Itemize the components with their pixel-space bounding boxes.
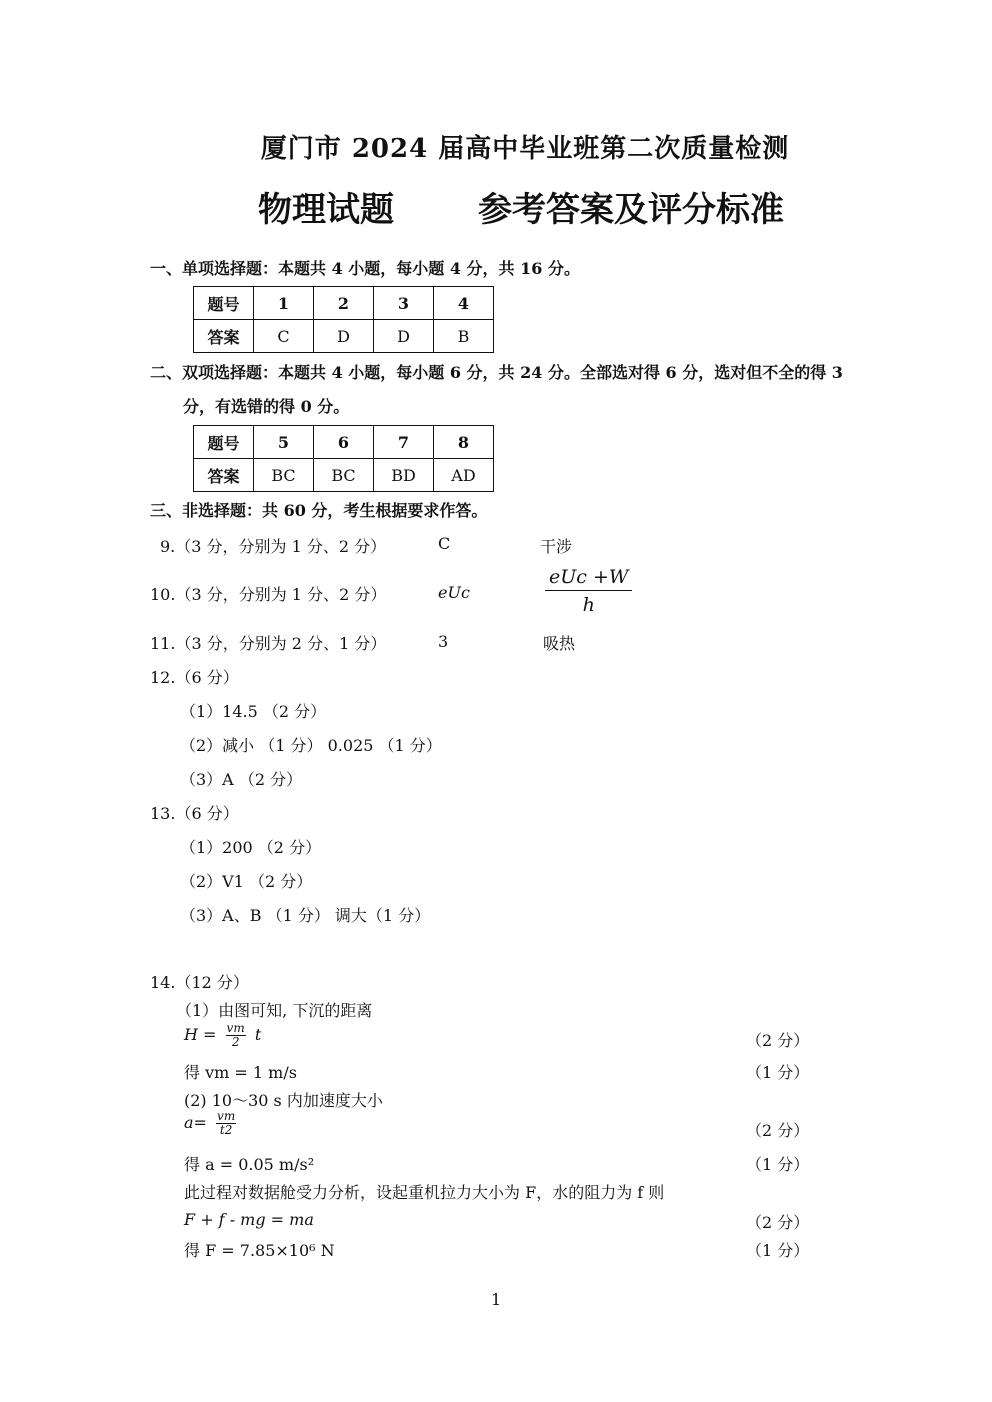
row-label: 答案 bbox=[194, 320, 254, 353]
q10-label: 10.（3 分，分别为 1 分、2 分） bbox=[150, 585, 387, 604]
q14-eq6-score: （1 分） bbox=[746, 1241, 810, 1260]
answer-cell: BC bbox=[314, 459, 374, 492]
question-number: 5 bbox=[254, 426, 314, 459]
q14-eq1 bbox=[184, 1022, 261, 1049]
table-row bbox=[194, 426, 494, 459]
q14-eq3-score: （2 分） bbox=[746, 1121, 810, 1140]
answer-key-title: 参考答案及评分标准 bbox=[478, 190, 784, 230]
eq-fraction bbox=[216, 1110, 236, 1137]
q12-line3: （3）A （2 分） bbox=[180, 770, 303, 789]
fraction-numerator: vm bbox=[226, 1021, 245, 1035]
question-number: 1 bbox=[254, 287, 314, 320]
fraction-denominator: t2 bbox=[219, 1123, 233, 1137]
fraction-denominator: h bbox=[582, 594, 595, 616]
row-label: 答案 bbox=[194, 459, 254, 492]
row-label: 题号 bbox=[194, 426, 254, 459]
q10-answer2-fraction bbox=[545, 564, 632, 619]
q14-eq5: F + f - mg = ma bbox=[184, 1210, 314, 1229]
q9-label: 9.（3 分，分别为 1 分、2 分） bbox=[160, 537, 387, 556]
q14-eq1-score: （2 分） bbox=[746, 1031, 810, 1050]
q13-line3: （3）A、B （1 分） 调大（1 分） bbox=[180, 906, 431, 925]
eq-left: H = bbox=[184, 1025, 217, 1044]
q10-answer1: eUc bbox=[438, 583, 470, 602]
question-number: 6 bbox=[314, 426, 374, 459]
section1-heading: 一、单项选择题：本题共 4 小题，每小题 4 分，共 16 分。 bbox=[150, 259, 580, 278]
answer-cell: C bbox=[254, 320, 314, 353]
page-number: 1 bbox=[491, 1290, 502, 1309]
question-number: 4 bbox=[434, 287, 494, 320]
q14-label: 14.（12 分） bbox=[150, 973, 249, 992]
fraction-numerator: vm bbox=[217, 1109, 236, 1123]
answer-cell: BD bbox=[374, 459, 434, 492]
answer-cell: AD bbox=[434, 459, 494, 492]
q9-answer1: C bbox=[438, 534, 451, 553]
answer-cell: BC bbox=[254, 459, 314, 492]
question-number: 8 bbox=[434, 426, 494, 459]
q14-eq4: 得 a = 0.05 m/s² bbox=[184, 1155, 315, 1174]
table-row bbox=[194, 459, 494, 492]
section2-heading-cont: 分，有选错的得 0 分。 bbox=[183, 397, 350, 416]
question-number: 2 bbox=[314, 287, 374, 320]
q12-label: 12.（6 分） bbox=[150, 668, 239, 687]
section3-heading: 三、非选择题：共 60 分，考生根据要求作答。 bbox=[150, 501, 488, 520]
eq-right: t bbox=[254, 1025, 262, 1044]
fraction-numerator: eUc +W bbox=[545, 564, 632, 591]
q11-label: 11.（3 分，分别为 2 分、1 分） bbox=[150, 634, 387, 653]
fraction-denominator: 2 bbox=[231, 1035, 240, 1049]
q13-line2: （2）V1 （2 分） bbox=[180, 872, 313, 891]
eq-left: a= bbox=[184, 1113, 207, 1132]
section2-heading: 二、双项选择题：本题共 4 小题，每小题 6 分，共 24 分。全部选对得 6 分，选对但不全的得 3 bbox=[150, 363, 843, 382]
q9-answer2: 干涉 bbox=[540, 537, 573, 556]
q14-eq3 bbox=[184, 1110, 240, 1137]
answer-cell: B bbox=[434, 320, 494, 353]
q14-part2: (2) 10～30 s 内加速度大小 bbox=[184, 1091, 383, 1110]
answer-cell: D bbox=[314, 320, 374, 353]
section1-answer-table bbox=[193, 286, 494, 353]
question-number: 7 bbox=[374, 426, 434, 459]
q13-label: 13.（6 分） bbox=[150, 804, 239, 823]
table-row bbox=[194, 287, 494, 320]
q14-eq6: 得 F = 7.85×10⁶ N bbox=[184, 1241, 335, 1260]
eq-fraction bbox=[226, 1022, 246, 1049]
q14-eq4-score: （1 分） bbox=[746, 1155, 810, 1174]
q11-answer1: 3 bbox=[438, 632, 449, 651]
document-title: 厦门市 2024 届高中毕业班第二次质量检测 bbox=[260, 134, 790, 164]
question-number: 3 bbox=[374, 287, 434, 320]
q14-eq2-score: （1 分） bbox=[746, 1063, 810, 1082]
table-row bbox=[194, 320, 494, 353]
q12-line1: （1）14.5 （2 分） bbox=[180, 702, 327, 721]
q14-eq5-score: （2 分） bbox=[746, 1213, 810, 1232]
section2-answer-table bbox=[193, 425, 494, 492]
answer-cell: D bbox=[374, 320, 434, 353]
subject-title: 物理试题 bbox=[258, 190, 394, 230]
q14-part3: 此过程对数据舱受力分析，设起重机拉力大小为 F，水的阻力为 f 则 bbox=[184, 1183, 665, 1202]
q12-line2: （2）减小 （1 分） 0.025 （1 分） bbox=[180, 736, 442, 755]
row-label: 题号 bbox=[194, 287, 254, 320]
q14-part1: （1）由图可知, 下沉的距离 bbox=[176, 1001, 373, 1020]
q14-eq2: 得 vm = 1 m/s bbox=[184, 1063, 297, 1082]
q11-answer2: 吸热 bbox=[543, 634, 576, 653]
q13-line1: （1）200 （2 分） bbox=[180, 838, 322, 857]
